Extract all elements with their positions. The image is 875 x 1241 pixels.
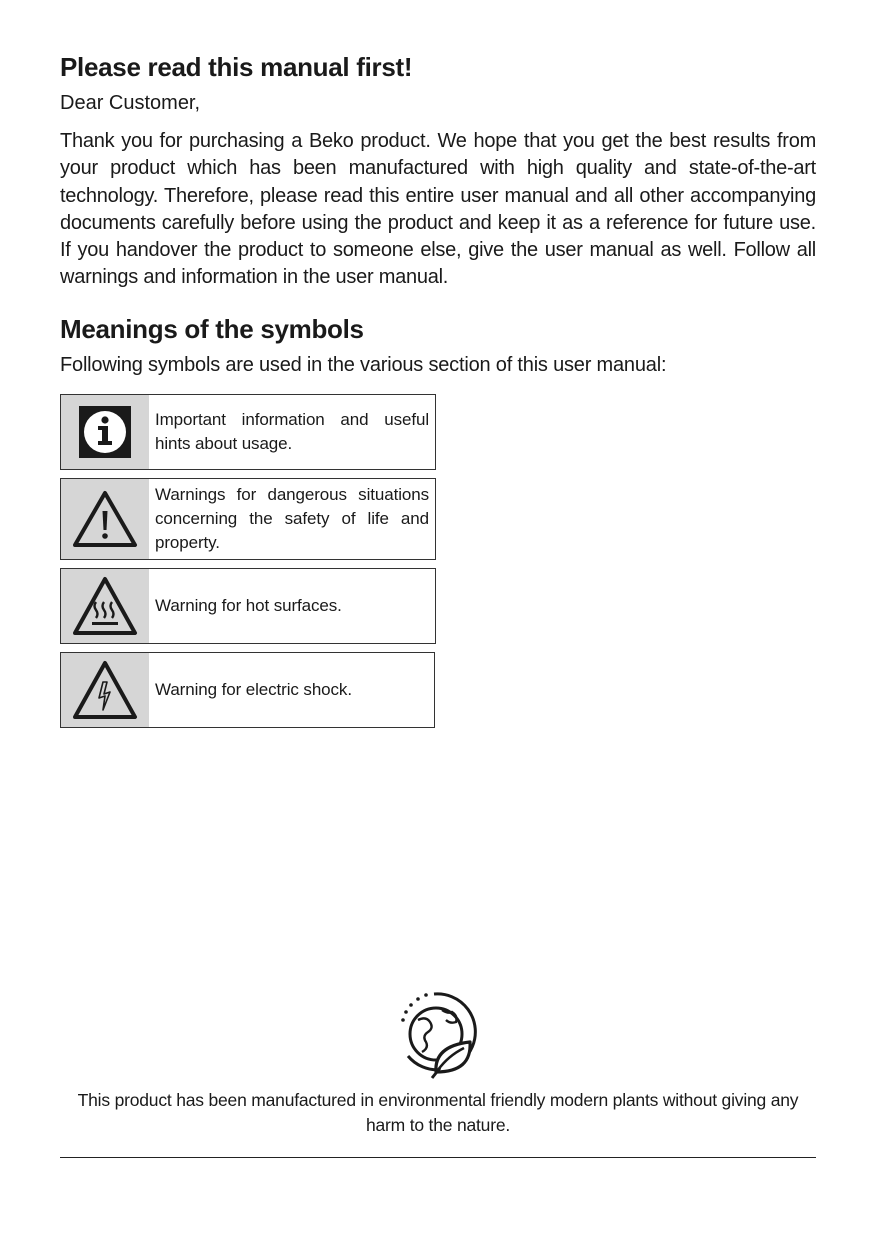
salutation: Dear Customer, [60,92,201,114]
eco-globe-leaf-icon [398,990,480,1080]
info-icon [78,405,132,459]
symbol-row-info [60,394,436,470]
symbol-description: Important information and useful hints about usage. [155,410,429,453]
page-title: Please read this manual first! [60,52,413,82]
intro-paragraph: Thank you for purchasing a Beko product. We hope that you get the best results from your product which has been manufactured with high quality and state-of-the-art technology. Therefore, please read this entire user manual and all other accompanying documents carefully before using the product and keep it as a reference for future use. If you handover the product to someone else, give the user manual as well. Follow all warnings and information in the user manual. [60,130,816,289]
symbol-description: Warning for electric shock. [155,680,352,699]
electric-shock-icon [72,660,138,720]
eco-note: This product has been manufactured in environmental friendly modern plants without giving any harm to the nature. [77,1090,799,1135]
symbol-description: Warning for hot surfaces. [155,596,342,615]
hot-surface-icon [72,576,138,636]
symbol-description: Warnings for dangerous situations concerning the safety of life and property. [155,485,429,552]
symbol-row-warning [60,478,436,560]
symbol-row-hot-surface [60,568,436,644]
footer-divider [60,1157,816,1158]
symbols-heading: Meanings of the symbols [60,314,364,344]
symbol-row-electric-shock [60,652,435,728]
symbols-intro: Following symbols are used in the various section of this user manual: [60,354,667,376]
warning-icon [72,490,138,548]
